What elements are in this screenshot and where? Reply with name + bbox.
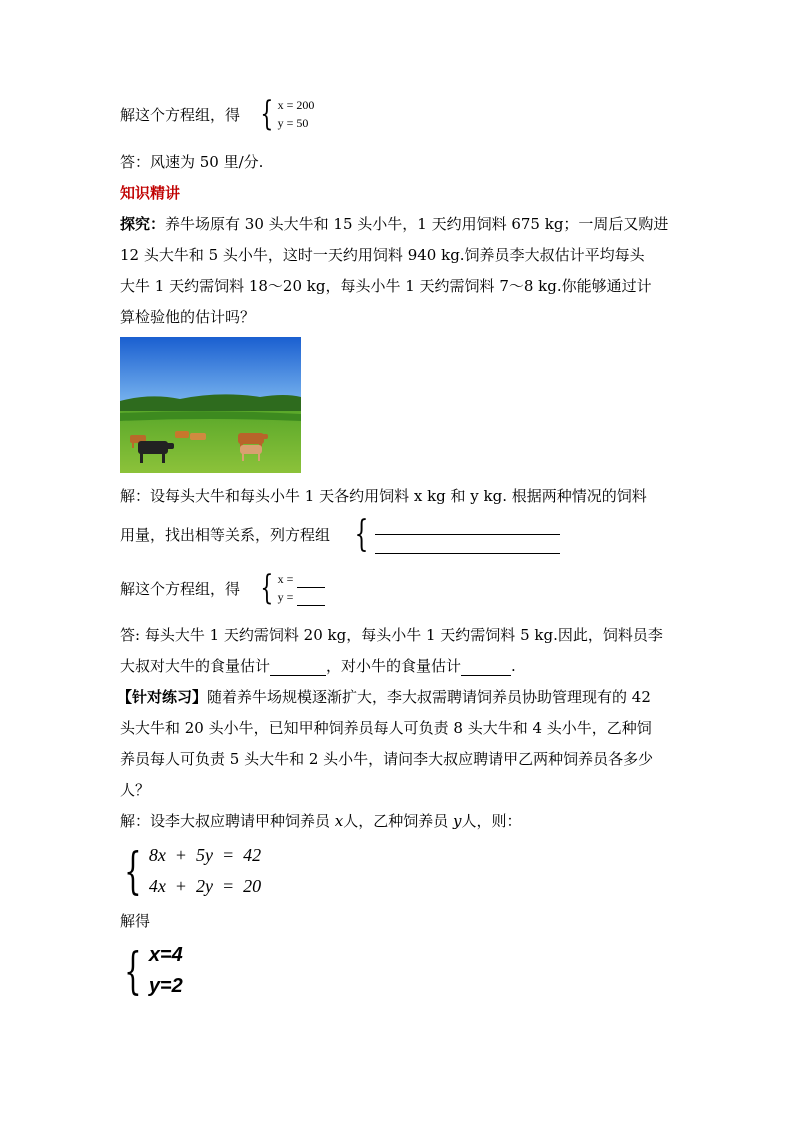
answer-wind-speed: 答：风速为 50 里/分. [120,153,264,171]
practice-solution-intro: 解：设李大叔应聘请甲种饲养员 x人，乙种饲养员 y人，则： [120,812,522,830]
section-title: 知识精讲 [120,184,181,202]
solution-x: x = 200 [277,98,315,112]
equation-blank-2[interactable] [375,535,560,554]
practice-line-4: 人？ [120,781,151,799]
practice-line-1: 【针对练习】随着养牛场规模逐渐扩大，李大叔需聘请饲养员协助管理现有的 42 [117,688,651,706]
practice-eq-1: 8x + 5y = 42 [148,845,262,865]
brace-icon: { [124,842,142,900]
answer2-line-1: 答: 每头大牛 1 天约需饲料 20 kg，每头小牛 1 天约需饲料 5 kg.因此，饲料员李 [120,626,663,644]
brace-icon: { [260,94,274,134]
solution-system-1 [256,96,314,132]
practice-res-x: x=4 [148,944,183,966]
explore-label: 探究： [120,215,166,233]
brace-icon: { [260,568,274,608]
solution-y: y = 50 [277,116,309,130]
solution2-line-1: 解：设每头大牛和每头小牛 1 天各约用饲料 x kg 和 y kg. 根据两种情况的饲料 [120,487,647,505]
solution-y-blank[interactable] [297,593,325,606]
brace-icon: { [354,514,369,555]
big-cow-estimate-blank[interactable] [270,660,326,676]
practice-line-2: 头大牛和 20 头小牛，已知甲种饲养员每人可负责 8 头大牛和 4 头小牛，乙种饲 [120,719,652,737]
equation-blank-system [350,516,560,554]
solution-y-row: y = [278,588,326,606]
practice-eq-2: 4x + 2y = 20 [148,876,262,896]
solution2-line-2: 用量，找出相等关系，列方程组 [120,526,331,544]
explore-line-1 [120,214,668,234]
answer2-line-2: 大叔对大牛的食量估计 ，对小牛的食量估计 . [120,657,516,675]
solution-x-blank[interactable] [297,575,325,588]
equation-blank-1[interactable] [375,516,560,535]
explore-line-3: 大牛 1 天约需饲料 18～20 kg，每头小牛 1 天约需饲料 7～8 kg.你能够通过计 [120,277,652,295]
solution-x-row: x = [278,570,326,588]
practice-res-y: y=2 [148,975,183,997]
brace-icon: { [124,942,142,1000]
small-cow-estimate-blank[interactable] [461,660,511,676]
practice-equation-system [117,840,261,902]
explore-line-4: 算检验他的估计吗？ [120,308,256,326]
practice-line-3: 养员每人可负责 5 头大牛和 2 头小牛，请问李大叔应聘请甲乙两种饲养员各多少 [120,750,654,768]
pasture-cattle-photo [120,337,301,473]
practice-result-system [117,940,183,1002]
practice-result-label: 解得 [120,912,151,930]
solve-text-1: 解这个方程组，得 [120,106,241,124]
practice-label: 【针对练习】 [117,688,208,706]
solution-blank-system [256,570,325,606]
solve-text-2: 解这个方程组，得 [120,580,241,598]
explore-line-2: 12 头大牛和 5 头小牛，这时一天约用饲料 940 kg.饲养员李大叔估计平均每头 [120,246,645,264]
explore-text-1: 养牛场原有 30 头大牛和 15 头小牛，1 天约用饲料 675 kg；一周后又购进 [165,215,669,233]
